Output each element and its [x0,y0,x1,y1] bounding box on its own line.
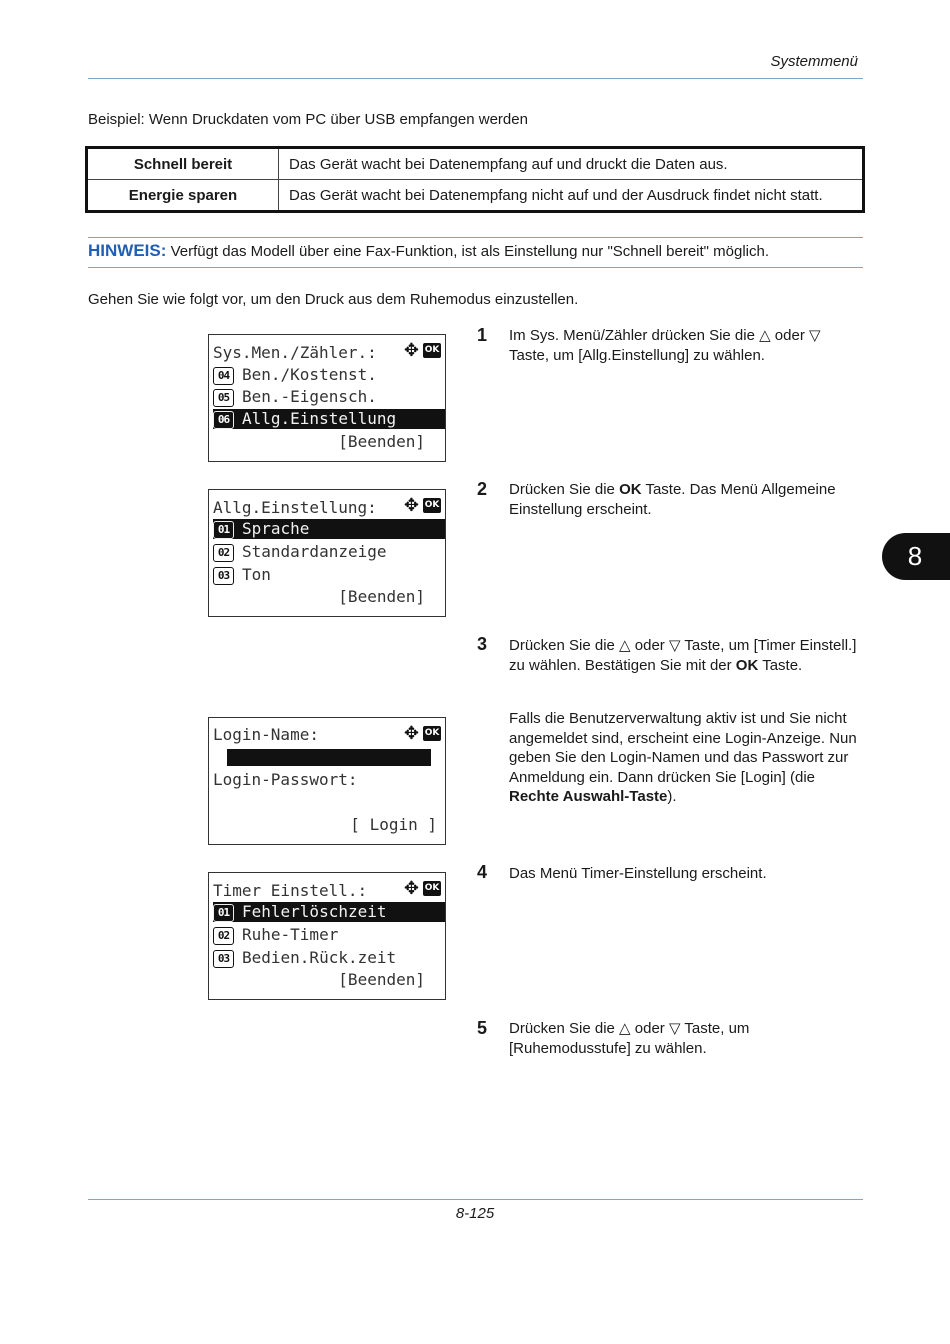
lcd-login-name-label: Login-Name: [213,725,319,744]
lcd-title: Sys.Men./Zähler.: [213,343,377,362]
step-text: Drücken Sie die OK Taste. Das Menü Allgemeine Einstellung erscheint. [509,481,836,518]
ok-icon: OK [423,498,441,513]
ok-icon: OK [423,343,441,358]
lcd-login-password-label: Login-Passwort: [213,770,358,789]
lcd-menu-item-selected [213,519,445,539]
lcd-menu-item [213,925,445,945]
item-label: Ton [242,565,271,584]
step-number: 2 [477,479,488,499]
page-number: 8-125 [455,1205,495,1222]
lcd-menu-item-selected [213,409,445,429]
lcd-screen-timer-settings [208,872,446,1000]
running-header: Systemmenü [770,53,858,70]
four-way-arrow-icon: ✥ [403,723,419,744]
lead-text: Gehen Sie wie folgt vor, um den Druck aus dem Ruhemodus einzustellen. [88,291,579,308]
table-key: Energie sparen [87,180,279,212]
table-value: Das Gerät wacht bei Datenempfang auf und druckt die Daten aus. [279,148,864,180]
item-label: Ruhe-Timer [242,925,339,944]
item-label: Sprache [242,519,310,538]
lcd-title: Allg.Einstellung: [213,498,377,517]
item-number-icon: 01 [213,521,234,539]
step-text: Drücken Sie die △ oder ▽ Taste, um [Timer Einstell.] zu wählen. Bestätigen Sie mit der OK Taste. [509,637,857,674]
table-key: Schnell bereit [87,148,279,180]
step-text: Im Sys. Menü/Zähler drücken Sie die △ oder ▽ Taste, um [Allg.Einstellung] zu wählen. [509,327,821,364]
lcd-menu-item [213,365,445,385]
item-number-icon: 02 [213,544,234,562]
lcd-login-softkey: [ Login ] [350,815,437,834]
ok-icon: OK [423,881,441,896]
step-number: 3 [477,634,488,654]
step-number: 1 [477,325,488,345]
lcd-menu-item [213,565,445,585]
lcd-screen-sys-menu [208,334,446,462]
footer-rule [88,1199,863,1200]
item-label: Standardanzeige [242,542,387,561]
item-number-icon: 06 [213,411,234,429]
note-label: HINWEIS: [88,241,167,260]
ok-icon: OK [423,726,441,741]
item-label: Ben./Kostenst. [242,365,377,384]
four-way-arrow-icon: ✥ [403,495,419,516]
four-way-arrow-icon: ✥ [403,340,419,361]
item-label: Allg.Einstellung [242,409,397,428]
note-rule-bottom [88,267,863,268]
step-text: Drücken Sie die △ oder ▽ Taste, um [Ruhemodusstufe] zu wählen. [509,1020,750,1057]
mode-table [85,146,865,213]
item-label: Bedien.Rück.zeit [242,948,397,967]
item-label: Ben.-Eigensch. [242,387,377,406]
chapter-number: 8 [907,541,923,571]
lcd-screen-login [208,717,446,845]
lcd-menu-item [213,387,445,407]
step-text: Das Menü Timer-Einstellung erscheint. [509,865,767,882]
item-number-icon: 04 [213,367,234,385]
lcd-end-softkey: [Beenden] [338,432,425,451]
table-row [87,148,864,180]
four-way-arrow-icon: ✥ [403,878,419,899]
lcd-menu-item [213,542,445,562]
item-label: Fehlerlöschzeit [242,902,387,921]
step-number: 4 [477,862,488,882]
lcd-end-softkey: [Beenden] [338,970,425,989]
note-text: Verfügt das Modell über eine Fax-Funktion, ist als Einstellung nur "Schnell bereit" möglich. [170,243,770,260]
item-number-icon: 05 [213,389,234,407]
item-number-icon: 03 [213,567,234,585]
item-number-icon: 01 [213,904,234,922]
lcd-menu-item [213,948,445,968]
item-number-icon: 03 [213,950,234,968]
header-rule [88,78,863,79]
step-number: 5 [477,1018,488,1038]
table-value: Das Gerät wacht bei Datenempfang nicht auf und der Ausdruck findet nicht statt. [279,180,864,212]
note-rule-top [88,237,863,238]
lcd-title: Timer Einstell.: [213,881,368,900]
intro-text: Beispiel: Wenn Druckdaten vom PC über USB empfangen werden [88,111,528,128]
lcd-screen-general-settings [208,489,446,617]
lcd-menu-item-selected [213,902,445,922]
lcd-login-name-field [227,749,431,766]
lcd-end-softkey: [Beenden] [338,587,425,606]
step-text-login-info: Falls die Benutzerverwaltung aktiv ist und Sie nicht angemeldet sind, erscheint eine Login-Anzeige. Nun geben Sie den Login-Namen und das Passwort zur Anmeldung ein. Dann drücken Sie [Login] (die Rechte Auswahl-Taste). [509,710,857,805]
chapter-tab [882,533,950,580]
item-number-icon: 02 [213,927,234,945]
table-row [87,180,864,212]
note [88,241,769,261]
